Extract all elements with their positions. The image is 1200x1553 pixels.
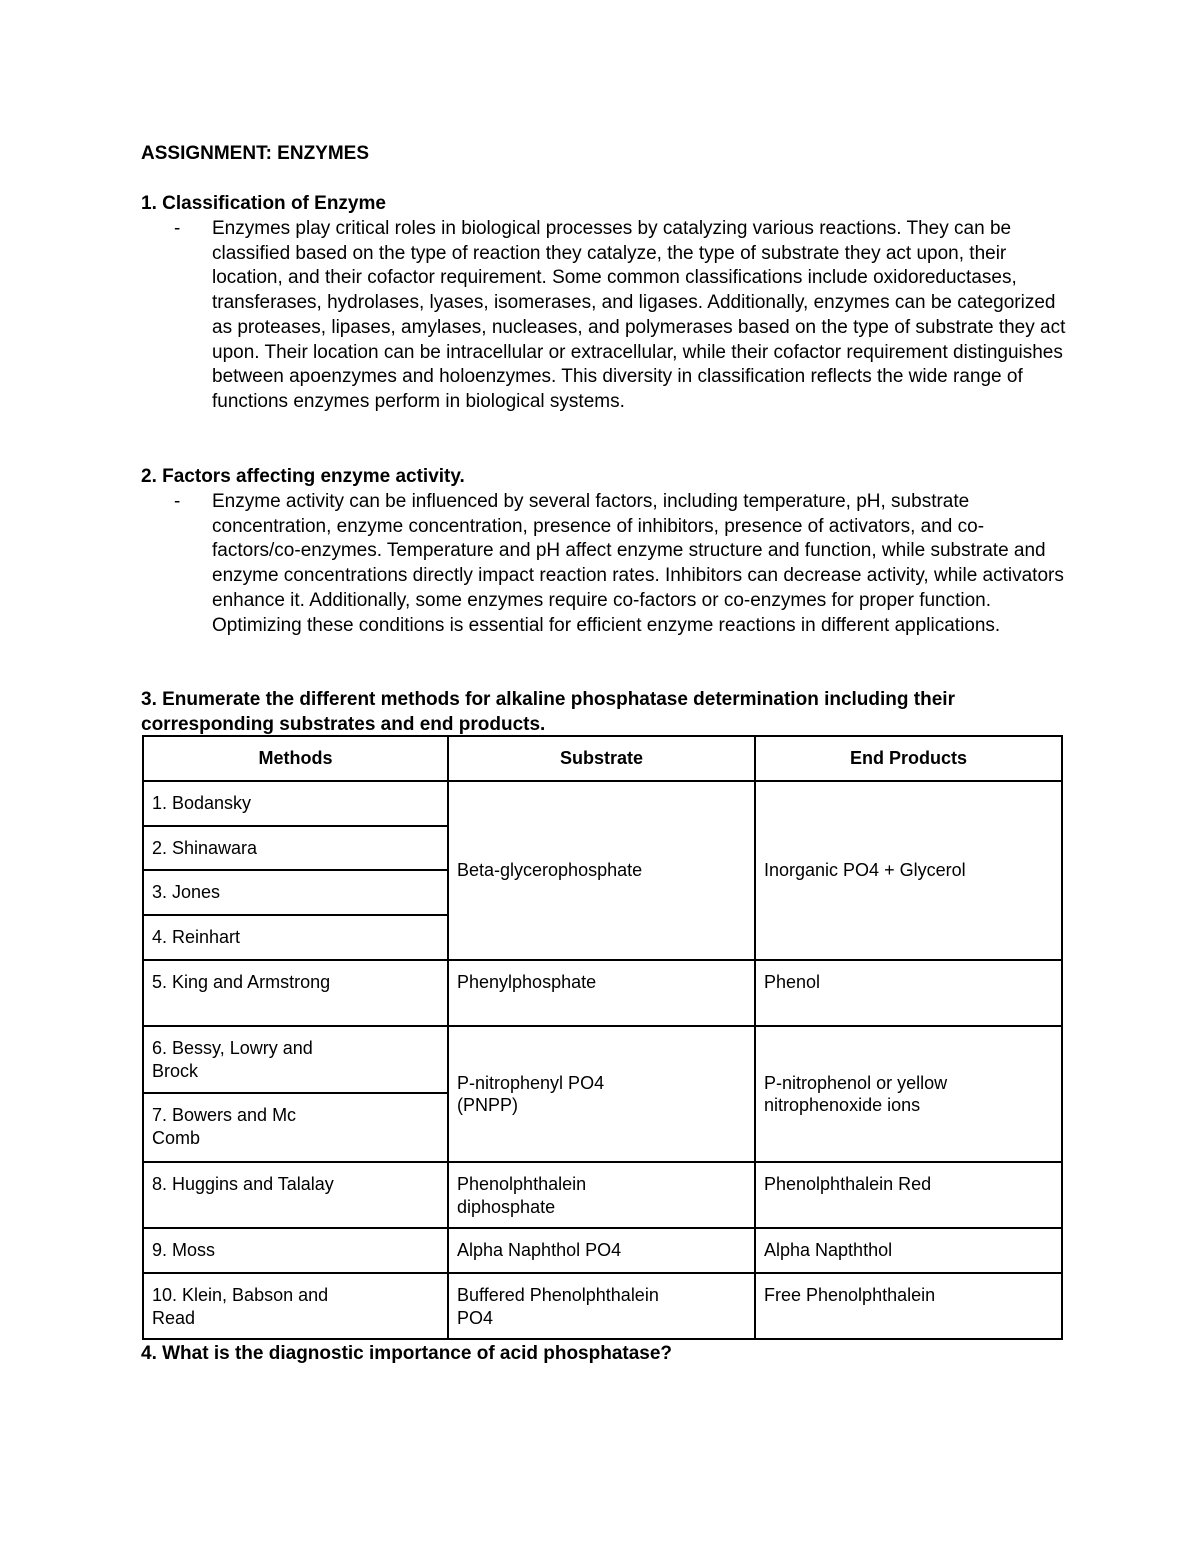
header-substrate: Substrate [448, 736, 755, 781]
substrate-cell: Phenylphosphate [448, 960, 755, 1026]
section-1-bullet: - [174, 218, 181, 239]
document-title: ASSIGNMENT: ENZYMES [141, 143, 370, 164]
end-product-cell: P-nitrophenol or yellow nitrophenoxide ions [755, 1026, 1062, 1162]
table-row [143, 1273, 1062, 1339]
method-cell: 8. Huggins and Talalay [143, 1162, 448, 1228]
method-cell: 5. King and Armstrong [143, 960, 448, 1026]
table-row [143, 781, 1062, 826]
header-end-products: End Products [755, 736, 1062, 781]
method-cell: 3. Jones [143, 870, 448, 915]
substrate-cell: Alpha Naphthol PO4 [448, 1228, 755, 1273]
method-cell: 1. Bodansky [143, 781, 448, 826]
end-product-cell: Inorganic PO4 + Glycerol [755, 781, 1062, 960]
section-2-paragraph: Enzyme activity can be influenced by several factors, including temperature, pH, substrate concentration, enzyme concentration, presence of inhibitors, presence of activators, and co-factors/co-enzymes. Temperature and pH affect enzyme structure and function, while substrate and enzyme concentrations directly impact reaction rates. Inhibitors can decrease activity, while activators enhance it. Additionally, some enzymes require co-factors or co-enzymes for proper function. Optimizing these conditions is essential for efficient enzyme reactions in different applications. [212, 491, 1064, 636]
section-1-heading: 1. Classification of Enzyme [141, 193, 386, 214]
table-header-row [143, 736, 1062, 781]
section-2-heading: 2. Factors affecting enzyme activity. [141, 466, 465, 487]
section-3-heading: 3. Enumerate the different methods for alkaline phosphatase determination including their corresponding substrates and end products. [141, 689, 955, 735]
section-2-bullet: - [174, 491, 181, 512]
substrate-cell: P-nitrophenyl PO4 (PNPP) [448, 1026, 755, 1162]
method-cell: 9. Moss [143, 1228, 448, 1273]
method-cell: 6. Bessy, Lowry and Brock [143, 1026, 448, 1093]
end-product-cell: Phenolphthalein Red [755, 1162, 1062, 1228]
end-product-cell: Phenol [755, 960, 1062, 1026]
section-1-paragraph: Enzymes play critical roles in biological processes by catalyzing various reactions. They can be classified based on the type of reaction they catalyze, the type of substrate they act upon, their location, and their cofactor requirement. Some common classifications include oxidoreductases, transferases, hydrolases, lyases, isomerases, and ligases. Additionally, enzymes can be categorized as proteases, lipases, amylases, nucleases, and polymerases based on the type of substrate they act upon. Their location can be intracellular or extracellular, while their cofactor requirement distinguishes between apoenzymes and holoenzymes. This diversity in classification reflects the wide range of functions enzymes perform in biological systems. [212, 218, 1066, 412]
method-cell: 2. Shinawara [143, 826, 448, 870]
end-product-cell: Alpha Napththol [755, 1228, 1062, 1273]
section-4-heading: 4. What is the diagnostic importance of acid phosphatase? [141, 1343, 673, 1364]
table-row [143, 1162, 1062, 1228]
table-row [143, 1026, 1062, 1093]
substrate-cell: Phenolphthalein diphosphate [448, 1162, 755, 1228]
substrate-cell: Buffered Phenolphthalein PO4 [448, 1273, 755, 1339]
method-cell: 10. Klein, Babson and Read [143, 1273, 448, 1339]
table-row [143, 960, 1062, 1026]
substrate-cell: Beta-glycerophosphate [448, 781, 755, 960]
alkaline-phosphatase-methods-table [142, 735, 1063, 1340]
header-methods: Methods [143, 736, 448, 781]
table-row [143, 1228, 1062, 1273]
method-cell: 4. Reinhart [143, 915, 448, 960]
end-product-cell: Free Phenolphthalein [755, 1273, 1062, 1339]
method-cell: 7. Bowers and Mc Comb [143, 1093, 448, 1162]
